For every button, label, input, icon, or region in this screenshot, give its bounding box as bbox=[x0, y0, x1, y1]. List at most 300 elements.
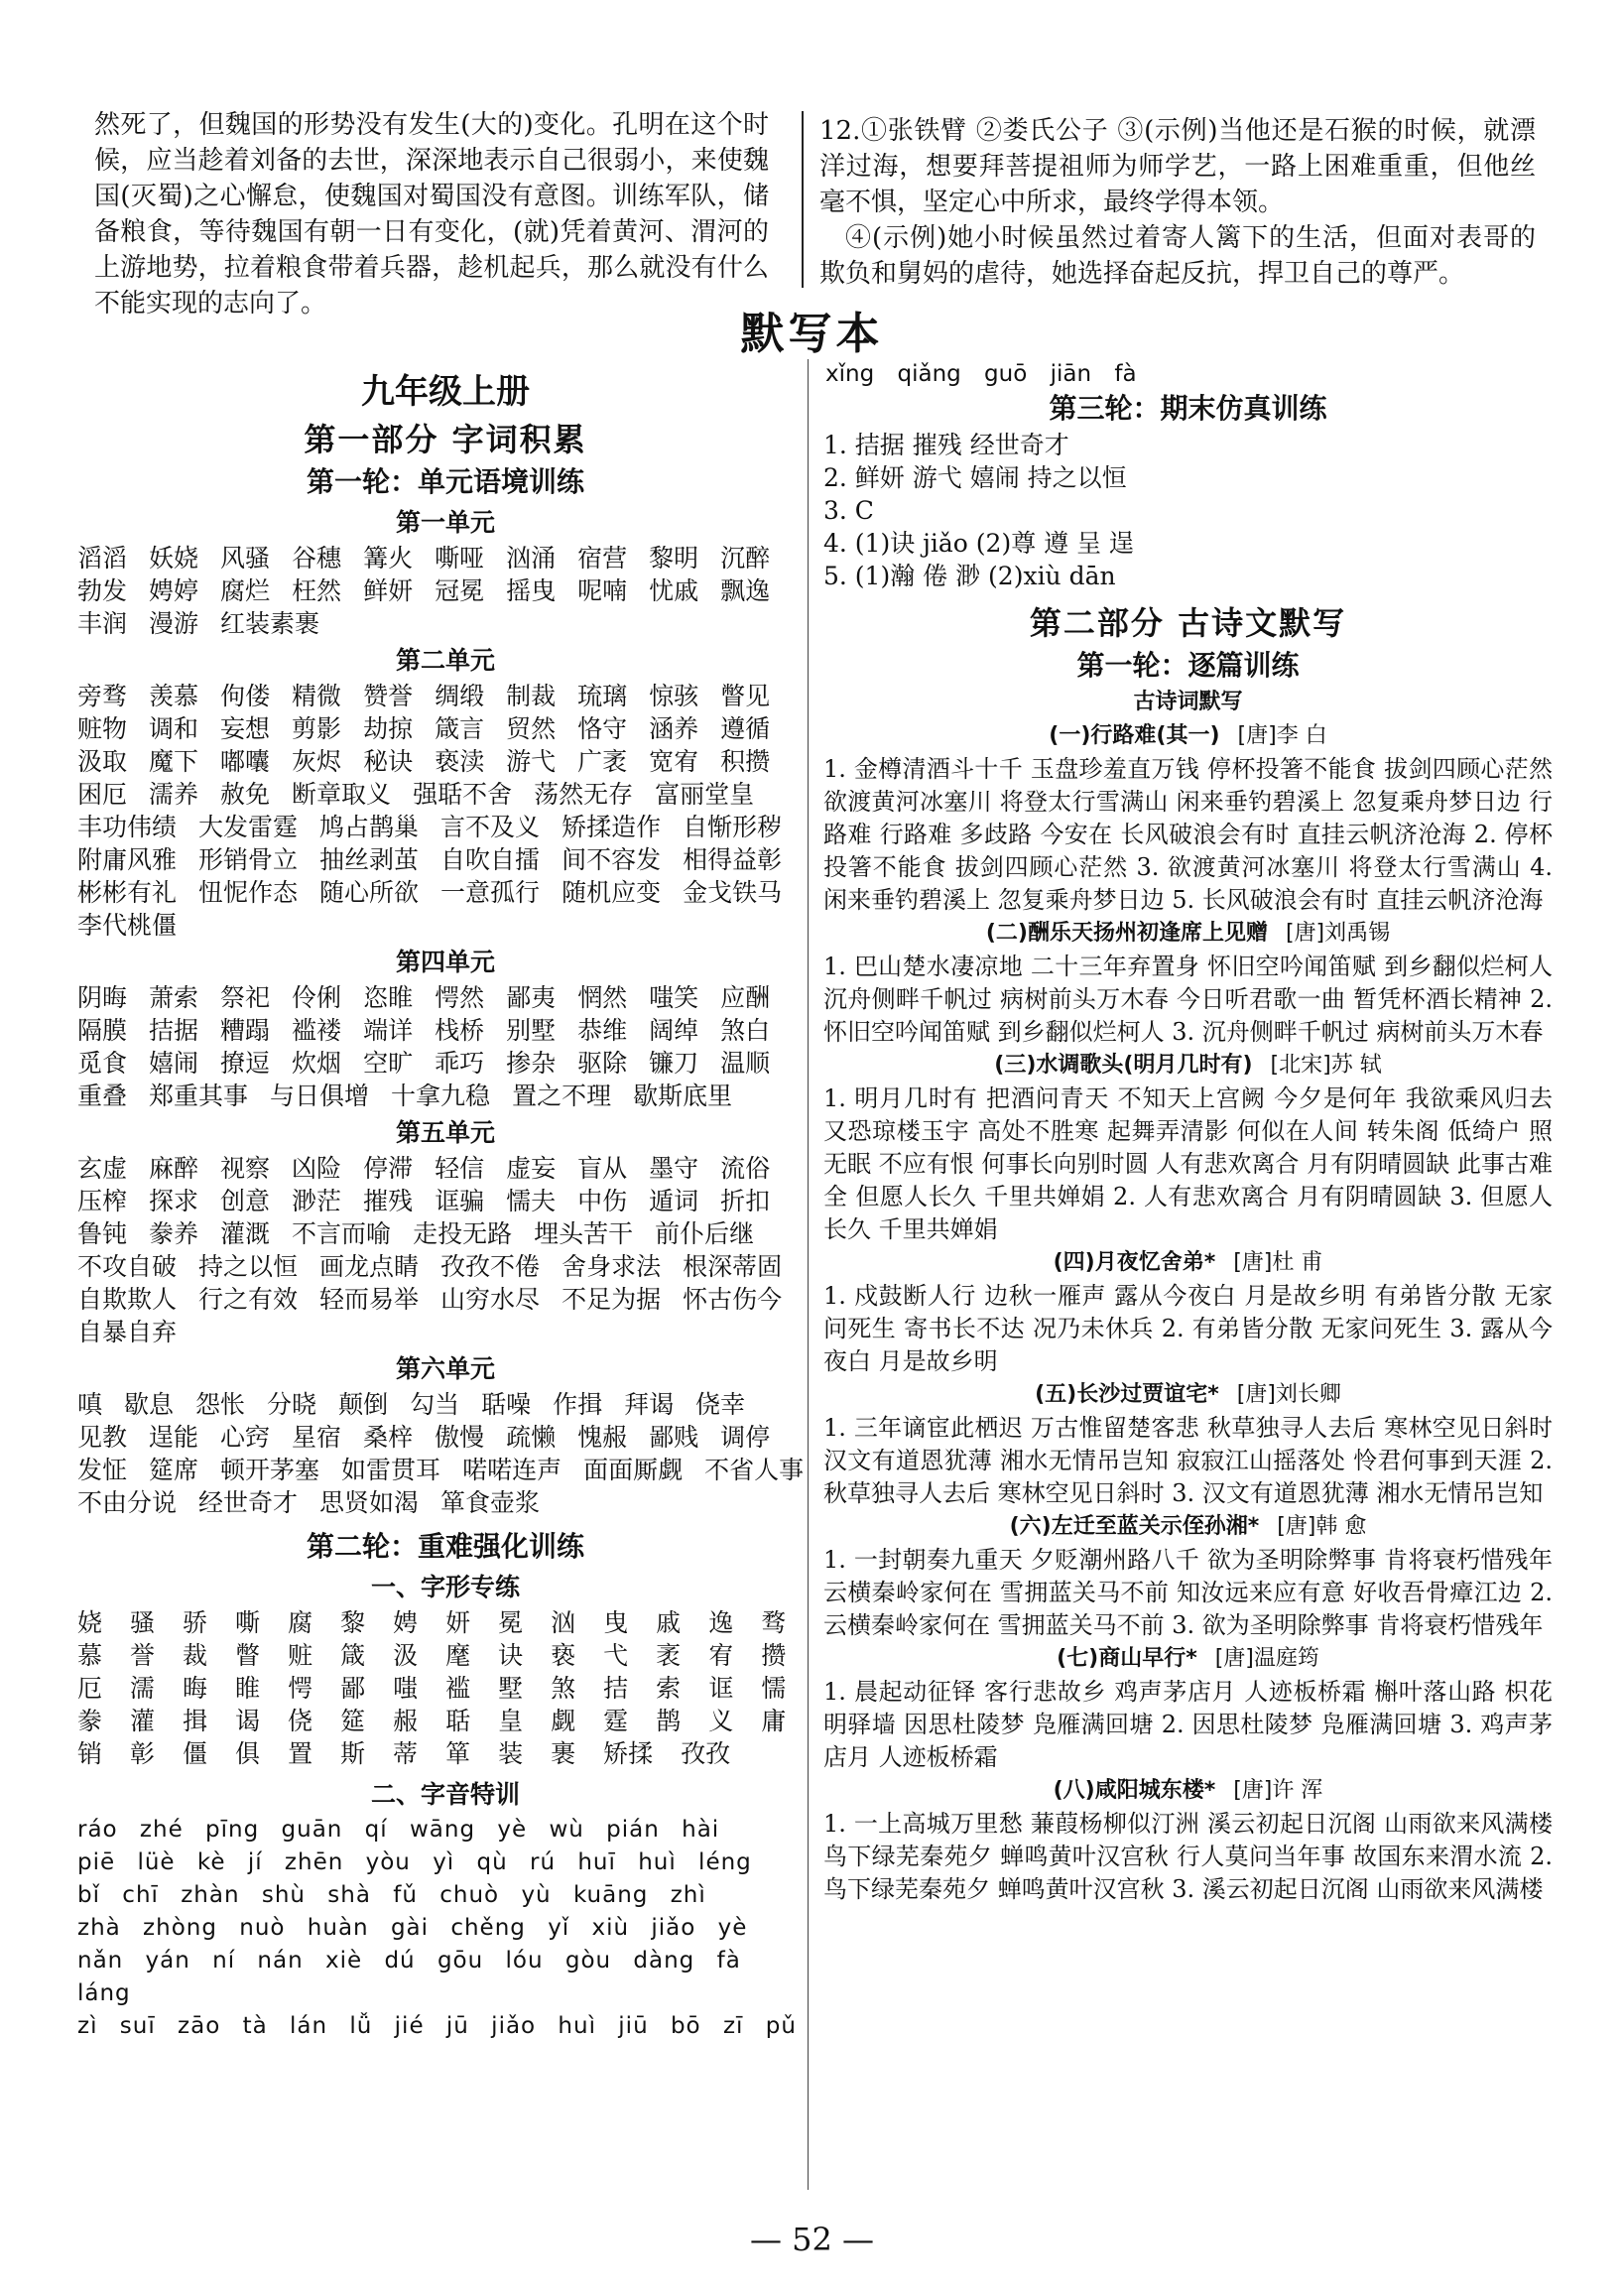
list-item: 赧 bbox=[393, 1707, 419, 1735]
list-item: 庸 bbox=[761, 1707, 787, 1735]
part2-title: 第二部分 古诗文默写 bbox=[1029, 604, 1347, 642]
unit1-title: 第一单元 bbox=[395, 508, 495, 537]
list-item: 腐烂 bbox=[220, 576, 271, 605]
list-item: 骛 bbox=[761, 1608, 787, 1637]
list-item: 褴褛 bbox=[292, 1016, 342, 1045]
list-item: 宥 bbox=[708, 1641, 734, 1670]
list-item: 晦 bbox=[183, 1674, 208, 1703]
list-item: 歇息 bbox=[124, 1390, 175, 1419]
poem-title bbox=[823, 1774, 1553, 1808]
list-item: 蒂 bbox=[393, 1739, 419, 1768]
list-item: 绸缎 bbox=[435, 682, 485, 710]
poem-author: [北宋]苏 轼 bbox=[1270, 1053, 1382, 1078]
list-item: 汲取 bbox=[77, 747, 128, 776]
poem-answers: 1. 晨起动征铎 客行悲故乡 鸡声茅店月 人迹板桥霜 槲叶落山路 枳花明驿墙 因思杜陵梦 凫雁满回塘 2. 因思杜陵梦 凫雁满回塘 3. 鸡声茅店月 人迹板桥霜 bbox=[823, 1678, 1553, 1771]
list-item: 销 bbox=[77, 1739, 103, 1768]
list-item: 创意 bbox=[220, 1187, 271, 1215]
list-item: 盲从 bbox=[577, 1154, 628, 1183]
list-item: 发怔 bbox=[77, 1456, 128, 1484]
list-item: 星宿 bbox=[292, 1423, 342, 1452]
list-item: 黎明 bbox=[649, 544, 699, 573]
list-item: 宿营 bbox=[577, 544, 628, 573]
unit4-title: 第四单元 bbox=[395, 948, 495, 976]
poems-subhead: 古诗词默写 bbox=[1133, 690, 1243, 714]
list-item: 虚妄 bbox=[506, 1154, 557, 1183]
list-item: 困厄 bbox=[77, 780, 128, 809]
list-item: 亵 bbox=[551, 1641, 576, 1670]
list-item: 煞 bbox=[551, 1674, 576, 1703]
list-item: 亵渎 bbox=[435, 747, 485, 776]
list-item: 摧残 bbox=[363, 1187, 414, 1215]
list-item: 勃发 bbox=[77, 576, 128, 605]
top-divider bbox=[802, 111, 804, 288]
list-item: 红装素裹 bbox=[220, 609, 320, 638]
poem-title-text: (四)月夜忆舍弟* bbox=[1053, 1250, 1216, 1275]
list-item: 歇斯底里 bbox=[633, 1082, 733, 1110]
list-item: 厄 bbox=[77, 1674, 103, 1703]
list-item: 豢养 bbox=[149, 1219, 199, 1248]
list-item: 箪食壶浆 bbox=[440, 1488, 541, 1517]
list-item: 勾当 bbox=[410, 1390, 460, 1419]
list-item: 曳 bbox=[603, 1608, 629, 1637]
list-item: 愧赧 bbox=[577, 1423, 628, 1452]
pinyin-lines bbox=[77, 1814, 813, 2043]
poem-title bbox=[823, 917, 1553, 951]
list-item: 剪影 bbox=[292, 714, 342, 743]
list-item: 濡 bbox=[130, 1674, 156, 1703]
list-item: 端详 bbox=[363, 1016, 414, 1045]
list-item: 篝火 bbox=[363, 544, 414, 573]
list-item: 聒噪 bbox=[481, 1390, 532, 1419]
list-item: 凶险 bbox=[292, 1154, 342, 1183]
list-item: 不足为据 bbox=[562, 1285, 662, 1314]
list-item: 言不及义 bbox=[440, 813, 541, 841]
list-item: 裹 bbox=[551, 1739, 576, 1768]
char-sound-title: 二、字音特训 bbox=[370, 1780, 520, 1809]
poem-title-text: (三)水调歌头(明月几时有) bbox=[994, 1053, 1253, 1078]
list-item: 鄙贱 bbox=[649, 1423, 699, 1452]
list-item: 自暴自弃 bbox=[77, 1318, 178, 1346]
list-item: 萧索 bbox=[149, 983, 199, 1012]
list-item: 空旷 bbox=[363, 1049, 414, 1078]
list-item: 根深蒂固 bbox=[683, 1252, 783, 1281]
list-item: 娉婷 bbox=[149, 576, 199, 605]
list-item: 喏喏连声 bbox=[462, 1456, 562, 1484]
poem-author: [唐]温庭筠 bbox=[1214, 1646, 1319, 1671]
text-line: 3. C bbox=[823, 496, 874, 525]
poem-title bbox=[823, 1642, 1553, 1676]
list-item: 濡养 bbox=[149, 780, 199, 809]
char-form-title: 一、字形专练 bbox=[370, 1573, 520, 1601]
list-item: 墅 bbox=[498, 1674, 524, 1703]
list-item: 飘逸 bbox=[720, 576, 771, 605]
text-line: zì suī zāo tà lán lǚ jié jū jiǎo huì jiū bō zī pǔ bbox=[77, 2013, 797, 2039]
list-item: 压榨 bbox=[77, 1187, 128, 1215]
list-item: 贸然 bbox=[506, 714, 557, 743]
list-item: 瞥见 bbox=[720, 682, 771, 710]
list-item: 冠冕 bbox=[435, 576, 485, 605]
list-item: 魔下 bbox=[149, 747, 199, 776]
poem-title-text: (一)行路难(其一) bbox=[1049, 723, 1220, 748]
list-item: 懦夫 bbox=[506, 1187, 557, 1215]
list-item: 荡然无存 bbox=[534, 780, 634, 809]
list-item: 嘟囔 bbox=[220, 747, 271, 776]
poem-title-text: (二)酬乐天扬州初逢席上见赠 bbox=[985, 921, 1268, 946]
poem-author: [唐]李 白 bbox=[1237, 723, 1327, 748]
unit6-word-list bbox=[77, 1388, 813, 1519]
list-item: 自惭形秽 bbox=[683, 813, 783, 841]
list-item: 骚 bbox=[130, 1608, 156, 1637]
unit5-word-list bbox=[77, 1152, 813, 1348]
list-item: 中伤 bbox=[577, 1187, 628, 1215]
list-item: 惘然 bbox=[577, 983, 628, 1012]
list-item: 不言而喻 bbox=[292, 1219, 392, 1248]
list-item: 黎 bbox=[340, 1608, 366, 1637]
list-item: 调停 bbox=[720, 1423, 771, 1452]
list-item: 妖娆 bbox=[149, 544, 199, 573]
list-item: 羡慕 bbox=[149, 682, 199, 710]
list-item: 舍身求法 bbox=[562, 1252, 662, 1281]
list-item: 汹涌 bbox=[506, 544, 557, 573]
top-right-answers bbox=[819, 113, 1536, 292]
list-item: 炊烟 bbox=[292, 1049, 342, 1078]
poem-answers: 1. 一上高城万里愁 蒹葭杨柳似汀洲 溪云初起日沉阁 山雨欲来风满楼 鸟下绿芜秦苑夕 蝉鸣黄叶汉宫秋 行人莫问当年事 故国东来渭水流 2. 鸟下绿芜秦苑夕 蝉鸣黄叶汉宫秋 3. 溪云初起日沉阁 山雨欲来风满楼 bbox=[823, 1810, 1553, 1903]
poem-list bbox=[823, 719, 1553, 1906]
list-item: 嗤 bbox=[393, 1674, 419, 1703]
list-item: 遵循 bbox=[720, 714, 771, 743]
list-item: 誉 bbox=[130, 1641, 156, 1670]
list-item: 调和 bbox=[149, 714, 199, 743]
list-item: 一意孤行 bbox=[440, 878, 541, 907]
list-item: 懦 bbox=[761, 1674, 787, 1703]
unit4-word-list bbox=[77, 981, 813, 1112]
list-item: 娉 bbox=[393, 1608, 419, 1637]
list-item: 忧戚 bbox=[649, 576, 699, 605]
part1-title: 第一部分 字词积累 bbox=[304, 421, 587, 458]
list-item: 撩逗 bbox=[220, 1049, 271, 1078]
list-item: 伶俐 bbox=[292, 983, 342, 1012]
left-column bbox=[77, 367, 813, 2043]
poem-answers: 1. 金樽清酒斗十千 玉盘珍羞直万钱 停杯投箸不能食 拔剑四顾心茫然 欲渡黄河冰塞川 将登太行雪满山 闲来垂钓碧溪上 忽复乘舟梦日边 行路难 行路难 多歧路 今安在 长风破浪会有时 直挂云帆济沧海 2. 停杯投箸不能食 拔剑四顾心茫然 3. 欲渡黄河冰塞川 将登太行雪满山 4. 闲来垂钓碧溪上 忽复乘舟梦日边 5. 长风破浪会有时 直挂云帆济沧海 bbox=[823, 755, 1553, 914]
list-item: 诓 bbox=[708, 1674, 734, 1703]
list-item: 心窍 bbox=[220, 1423, 271, 1452]
list-item: 画龙点睛 bbox=[319, 1252, 420, 1281]
list-item: 隔膜 bbox=[77, 1016, 128, 1045]
poem-answers: 1. 巴山楚水凄凉地 二十三年弃置身 怀旧空吟闻笛赋 到乡翻似烂柯人 沉舟侧畔千帆过 病树前头万木春 今日听君歌一曲 暂凭杯酒长精神 2. 怀旧空吟闻笛赋 到乡翻似烂柯人 3. 沉舟侧畔千帆过 病树前头万木春 bbox=[823, 953, 1553, 1046]
list-item: 索 bbox=[656, 1674, 682, 1703]
poem-author: [唐]许 浑 bbox=[1233, 1778, 1323, 1803]
list-item: 鸠占鹊巢 bbox=[319, 813, 420, 841]
list-item: 思贤如渴 bbox=[319, 1488, 420, 1517]
list-item: 彰 bbox=[130, 1739, 156, 1768]
list-item: 风骚 bbox=[220, 544, 271, 573]
list-item: 诀 bbox=[498, 1641, 524, 1670]
list-item: 埋头苦干 bbox=[534, 1219, 634, 1248]
list-item: 流俗 bbox=[720, 1154, 771, 1183]
list-item: 恭维 bbox=[577, 1016, 628, 1045]
list-item: 间不容发 bbox=[562, 845, 662, 874]
list-item: 灰烬 bbox=[292, 747, 342, 776]
list-item: 弋 bbox=[603, 1641, 629, 1670]
list-item: 睢 bbox=[235, 1674, 261, 1703]
list-item: 墨守 bbox=[649, 1154, 699, 1183]
list-item: 筵 bbox=[340, 1707, 366, 1735]
list-item: 灌溉 bbox=[220, 1219, 271, 1248]
text-line: 1. 拮据 摧残 经世奇才 bbox=[823, 431, 1069, 459]
list-item: 嘶哑 bbox=[435, 544, 485, 573]
list-item: 恪守 bbox=[577, 714, 628, 743]
poem-answers: 1. 戍鼓断人行 边秋一雁声 露从今夜白 月是故乡明 有弟皆分散 无家问死生 寄书长不达 况乃未休兵 2. 有弟皆分散 无家问死生 3. 露从今夜白 月是故乡明 bbox=[823, 1282, 1553, 1375]
list-item: 前仆后继 bbox=[655, 1219, 755, 1248]
list-item: 慕 bbox=[77, 1641, 103, 1670]
list-item: 矫揉 bbox=[603, 1739, 654, 1768]
poem-author: [唐]韩 愈 bbox=[1277, 1514, 1367, 1539]
list-item: 驱除 bbox=[577, 1049, 628, 1078]
list-item: 惊骇 bbox=[649, 682, 699, 710]
list-item: 豢 bbox=[77, 1707, 103, 1735]
list-item: 轻信 bbox=[435, 1154, 485, 1183]
list-item: 傲慢 bbox=[435, 1423, 485, 1452]
list-item: 金戈铁马 bbox=[683, 878, 783, 907]
list-item: 制裁 bbox=[506, 682, 557, 710]
list-item: 探求 bbox=[149, 1187, 199, 1215]
poem-title bbox=[823, 1378, 1553, 1412]
list-item: 嬉闹 bbox=[149, 1049, 199, 1078]
list-item: 精微 bbox=[292, 682, 342, 710]
list-item: 汲 bbox=[393, 1641, 419, 1670]
list-item: 糟蹋 bbox=[220, 1016, 271, 1045]
list-item: 鲜妍 bbox=[363, 576, 414, 605]
list-item: 断章取义 bbox=[292, 780, 392, 809]
list-item: 嘶 bbox=[235, 1608, 261, 1637]
list-item: 谷穗 bbox=[292, 544, 342, 573]
list-item: 箪 bbox=[445, 1739, 471, 1768]
list-item: 戚 bbox=[656, 1608, 682, 1637]
list-item: 抽丝剥茧 bbox=[319, 845, 420, 874]
list-item: 娆 bbox=[77, 1608, 103, 1637]
list-item: 如雷贯耳 bbox=[341, 1456, 441, 1484]
list-item: 侥幸 bbox=[695, 1390, 746, 1419]
list-item: 别墅 bbox=[506, 1016, 557, 1045]
list-item: 玄虚 bbox=[77, 1154, 128, 1183]
list-item: 麻醉 bbox=[149, 1154, 199, 1183]
list-item: 丰功伟绩 bbox=[77, 813, 178, 841]
list-item: 滔滔 bbox=[77, 544, 128, 573]
list-item: 李代桃僵 bbox=[77, 911, 178, 940]
unit2-word-list bbox=[77, 680, 813, 942]
list-item: 与日俱增 bbox=[270, 1082, 370, 1110]
list-item: 斯 bbox=[340, 1739, 366, 1768]
round1-title: 第一轮：单元语境训练 bbox=[306, 465, 584, 498]
list-item: 大发雷霆 bbox=[198, 813, 299, 841]
unit6-title: 第六单元 bbox=[395, 1354, 495, 1383]
list-item: 自欺欺人 bbox=[77, 1285, 178, 1314]
list-item: 桑梓 bbox=[363, 1423, 414, 1452]
list-item: 诓骗 bbox=[435, 1187, 485, 1215]
list-item: 孜孜不倦 bbox=[440, 1252, 541, 1281]
list-item: 附庸风雅 bbox=[77, 845, 178, 874]
list-item: 妄想 bbox=[220, 714, 271, 743]
list-item: 妍 bbox=[445, 1608, 471, 1637]
list-item: 自吹自擂 bbox=[440, 845, 541, 874]
poem-answers: 1. 一封朝奏九重天 夕贬潮州路八千 欲为圣明除弊事 肯将衰朽惜残年 云横秦岭家何在 雪拥蓝关马不前 知汝远来应有意 好收吾骨瘴江边 2. 云横秦岭家何在 雪拥蓝关马不前 3. 欲为圣明除弊事 肯将衰朽惜残年 bbox=[823, 1546, 1553, 1639]
poem-title bbox=[823, 1246, 1553, 1280]
list-item: 琉璃 bbox=[577, 682, 628, 710]
list-item: 相得益彰 bbox=[683, 845, 783, 874]
list-item: 怀古伤今 bbox=[683, 1285, 783, 1314]
list-item: 应酬 bbox=[720, 983, 771, 1012]
round3-title: 第三轮：期末仿真训练 bbox=[1049, 392, 1327, 425]
list-item: 富丽堂皇 bbox=[655, 780, 755, 809]
list-item: 漫游 bbox=[149, 609, 199, 638]
list-item: 呢喃 bbox=[577, 576, 628, 605]
top-left-paragraph: 然死了，但魏国的形势没有发生(大的)变化。孔明在这个时候，应当趁着刘备的去世，深深地表示自己很弱小，来使魏国(灭蜀)之心懈怠，使魏国对蜀国没有意图。训练军队，储备粮食，等待魏国有朝一日有变化，(就)凭着黄河、渭河的上游地势，拉着粮食带着兵器，趁机起兵，那么就没有什么不能实现的志向了。 bbox=[94, 110, 769, 318]
list-item: 袤 bbox=[656, 1641, 682, 1670]
list-item: 广袤 bbox=[577, 747, 628, 776]
list-item: 随心所欲 bbox=[319, 878, 420, 907]
list-item: 装 bbox=[498, 1739, 524, 1768]
list-item: 赦免 bbox=[220, 780, 271, 809]
list-item: 形销骨立 bbox=[198, 845, 299, 874]
list-item: 折扣 bbox=[720, 1187, 771, 1215]
list-item: 逞能 bbox=[149, 1423, 199, 1452]
list-item: 颠倒 bbox=[338, 1390, 389, 1419]
list-item: 掺杂 bbox=[506, 1049, 557, 1078]
round2-title: 第二轮：重难强化训练 bbox=[306, 1530, 584, 1563]
list-item: 谒 bbox=[235, 1707, 261, 1735]
list-item: 渺茫 bbox=[292, 1187, 342, 1215]
list-item: 攒 bbox=[761, 1641, 787, 1670]
text-line: piē lüè kè jí zhēn yòu yì qù rú huī huì léng bbox=[77, 1849, 752, 1875]
list-item: 腐 bbox=[288, 1608, 313, 1637]
list-item: 温顺 bbox=[720, 1049, 771, 1078]
list-item: 怨怅 bbox=[195, 1390, 246, 1419]
list-item: 不由分说 bbox=[77, 1488, 178, 1517]
list-item: 忸怩作态 bbox=[198, 878, 299, 907]
list-item: 鄙夷 bbox=[506, 983, 557, 1012]
list-item: 愕然 bbox=[435, 983, 485, 1012]
list-item: 阔绰 bbox=[649, 1016, 699, 1045]
list-item: 义 bbox=[708, 1707, 734, 1735]
list-item: 嗤笑 bbox=[649, 983, 699, 1012]
list-item: 行之有效 bbox=[198, 1285, 299, 1314]
list-item: 沉醉 bbox=[720, 544, 771, 573]
list-item: 筵席 bbox=[149, 1456, 199, 1484]
list-item: 持之以恒 bbox=[198, 1252, 299, 1281]
list-item: 觑 bbox=[551, 1707, 576, 1735]
list-item: 褴 bbox=[445, 1674, 471, 1703]
list-item: 愕 bbox=[288, 1674, 313, 1703]
text-line: bǐ chī zhàn shù shà fǔ chuò yù kuāng zhì bbox=[77, 1882, 706, 1908]
poem-title-text: (五)长沙过贾谊宅* bbox=[1035, 1382, 1219, 1407]
poem-author: [唐]刘禹锡 bbox=[1285, 921, 1391, 946]
list-item: 山穷水尽 bbox=[440, 1285, 541, 1314]
poem-author: [唐]杜 甫 bbox=[1233, 1250, 1323, 1275]
text-line: 4. (1)诀 jiǎo (2)尊 遵 呈 逞 bbox=[823, 529, 1135, 558]
poem-title-text: (八)咸阳城东楼* bbox=[1053, 1778, 1216, 1803]
list-item: 涵养 bbox=[649, 714, 699, 743]
text-line: 5. (1)瀚 倦 渺 (2)xiù dān bbox=[823, 562, 1116, 590]
answer-12-paragraph: 12.①张铁臂 ②娄氏公子 ③(示例)当他还是石猴的时候，就漂洋过海，想要拜菩提祖师为师学艺，一路上困难重重，但他丝毫不惧，坚定心中所求，最终学得本领。 bbox=[819, 116, 1536, 217]
list-item: 麾 bbox=[445, 1641, 471, 1670]
poem-title-text: (七)商山早行* bbox=[1057, 1646, 1197, 1671]
list-item: 重叠 bbox=[77, 1082, 128, 1110]
list-item: 乖巧 bbox=[435, 1049, 485, 1078]
list-item: 视察 bbox=[220, 1154, 271, 1183]
list-item: 赞誉 bbox=[363, 682, 414, 710]
poem-title-text: (六)左迁至蓝关示侄孙湘* bbox=[1009, 1514, 1260, 1539]
list-item: 孜孜 bbox=[681, 1739, 731, 1768]
list-item: 不省人事 bbox=[704, 1456, 805, 1484]
text-line: nǎn yán ní nán xiè dú gōu lóu gòu dàng fà láng bbox=[77, 1948, 741, 2006]
list-item: 停滞 bbox=[363, 1154, 414, 1183]
list-item: 赃物 bbox=[77, 714, 128, 743]
list-item: 煞白 bbox=[720, 1016, 771, 1045]
list-item: 拜谒 bbox=[624, 1390, 675, 1419]
list-item: 镰刀 bbox=[649, 1049, 699, 1078]
grade-title: 九年级上册 bbox=[361, 372, 530, 412]
list-item: 丰润 bbox=[77, 609, 128, 638]
list-item: 彬彬有礼 bbox=[77, 878, 178, 907]
list-item: 旁骛 bbox=[77, 682, 128, 710]
list-item: 箴言 bbox=[435, 714, 485, 743]
list-item: 觅食 bbox=[77, 1049, 128, 1078]
list-item: 十拿九稳 bbox=[391, 1082, 491, 1110]
poem-title bbox=[823, 1049, 1553, 1082]
list-item: 骄 bbox=[183, 1608, 208, 1637]
list-item: 俱 bbox=[235, 1739, 261, 1768]
list-item: 拮 bbox=[603, 1674, 629, 1703]
list-item: 裁 bbox=[183, 1641, 208, 1670]
list-item: 冕 bbox=[498, 1608, 524, 1637]
list-item: 霆 bbox=[603, 1707, 629, 1735]
list-item: 作揖 bbox=[553, 1390, 603, 1419]
unit5-title: 第五单元 bbox=[395, 1118, 495, 1147]
list-item: 置 bbox=[288, 1739, 313, 1768]
list-item: 见教 bbox=[77, 1423, 128, 1452]
list-item: 逸 bbox=[708, 1608, 734, 1637]
char-form-list bbox=[77, 1606, 813, 1770]
poem-title bbox=[823, 719, 1553, 753]
list-item: 劫掠 bbox=[363, 714, 414, 743]
unit2-title: 第二单元 bbox=[395, 646, 495, 675]
page-main-title: 默写本 bbox=[740, 309, 884, 359]
list-item: 瞥 bbox=[235, 1641, 261, 1670]
list-item: 经世奇才 bbox=[198, 1488, 299, 1517]
list-item: 汹 bbox=[551, 1608, 576, 1637]
list-item: 僵 bbox=[183, 1739, 208, 1768]
list-item: 嗔 bbox=[77, 1390, 103, 1419]
right-column bbox=[823, 359, 1553, 1906]
text-line: 2. 鲜妍 游弋 嬉闹 持之以恒 bbox=[823, 463, 1127, 492]
list-item: 矫揉造作 bbox=[562, 813, 662, 841]
round-a-title: 第一轮：逐篇训练 bbox=[1076, 649, 1300, 682]
page-number: — 52 — bbox=[749, 2221, 875, 2258]
list-item: 佝偻 bbox=[220, 682, 271, 710]
list-item: 聒 bbox=[445, 1707, 471, 1735]
list-item: 箴 bbox=[340, 1641, 366, 1670]
round3-answers bbox=[823, 429, 1553, 592]
list-item: 侥 bbox=[288, 1707, 313, 1735]
unit1-word-list bbox=[77, 542, 813, 640]
list-item: 鄙 bbox=[340, 1674, 366, 1703]
list-item: 灌 bbox=[130, 1707, 156, 1735]
list-item: 遁词 bbox=[649, 1187, 699, 1215]
list-item: 揖 bbox=[183, 1707, 208, 1735]
poem-author: [唐]刘长卿 bbox=[1236, 1382, 1341, 1407]
list-item: 走投无路 bbox=[413, 1219, 513, 1248]
list-item: 恣睢 bbox=[363, 983, 414, 1012]
